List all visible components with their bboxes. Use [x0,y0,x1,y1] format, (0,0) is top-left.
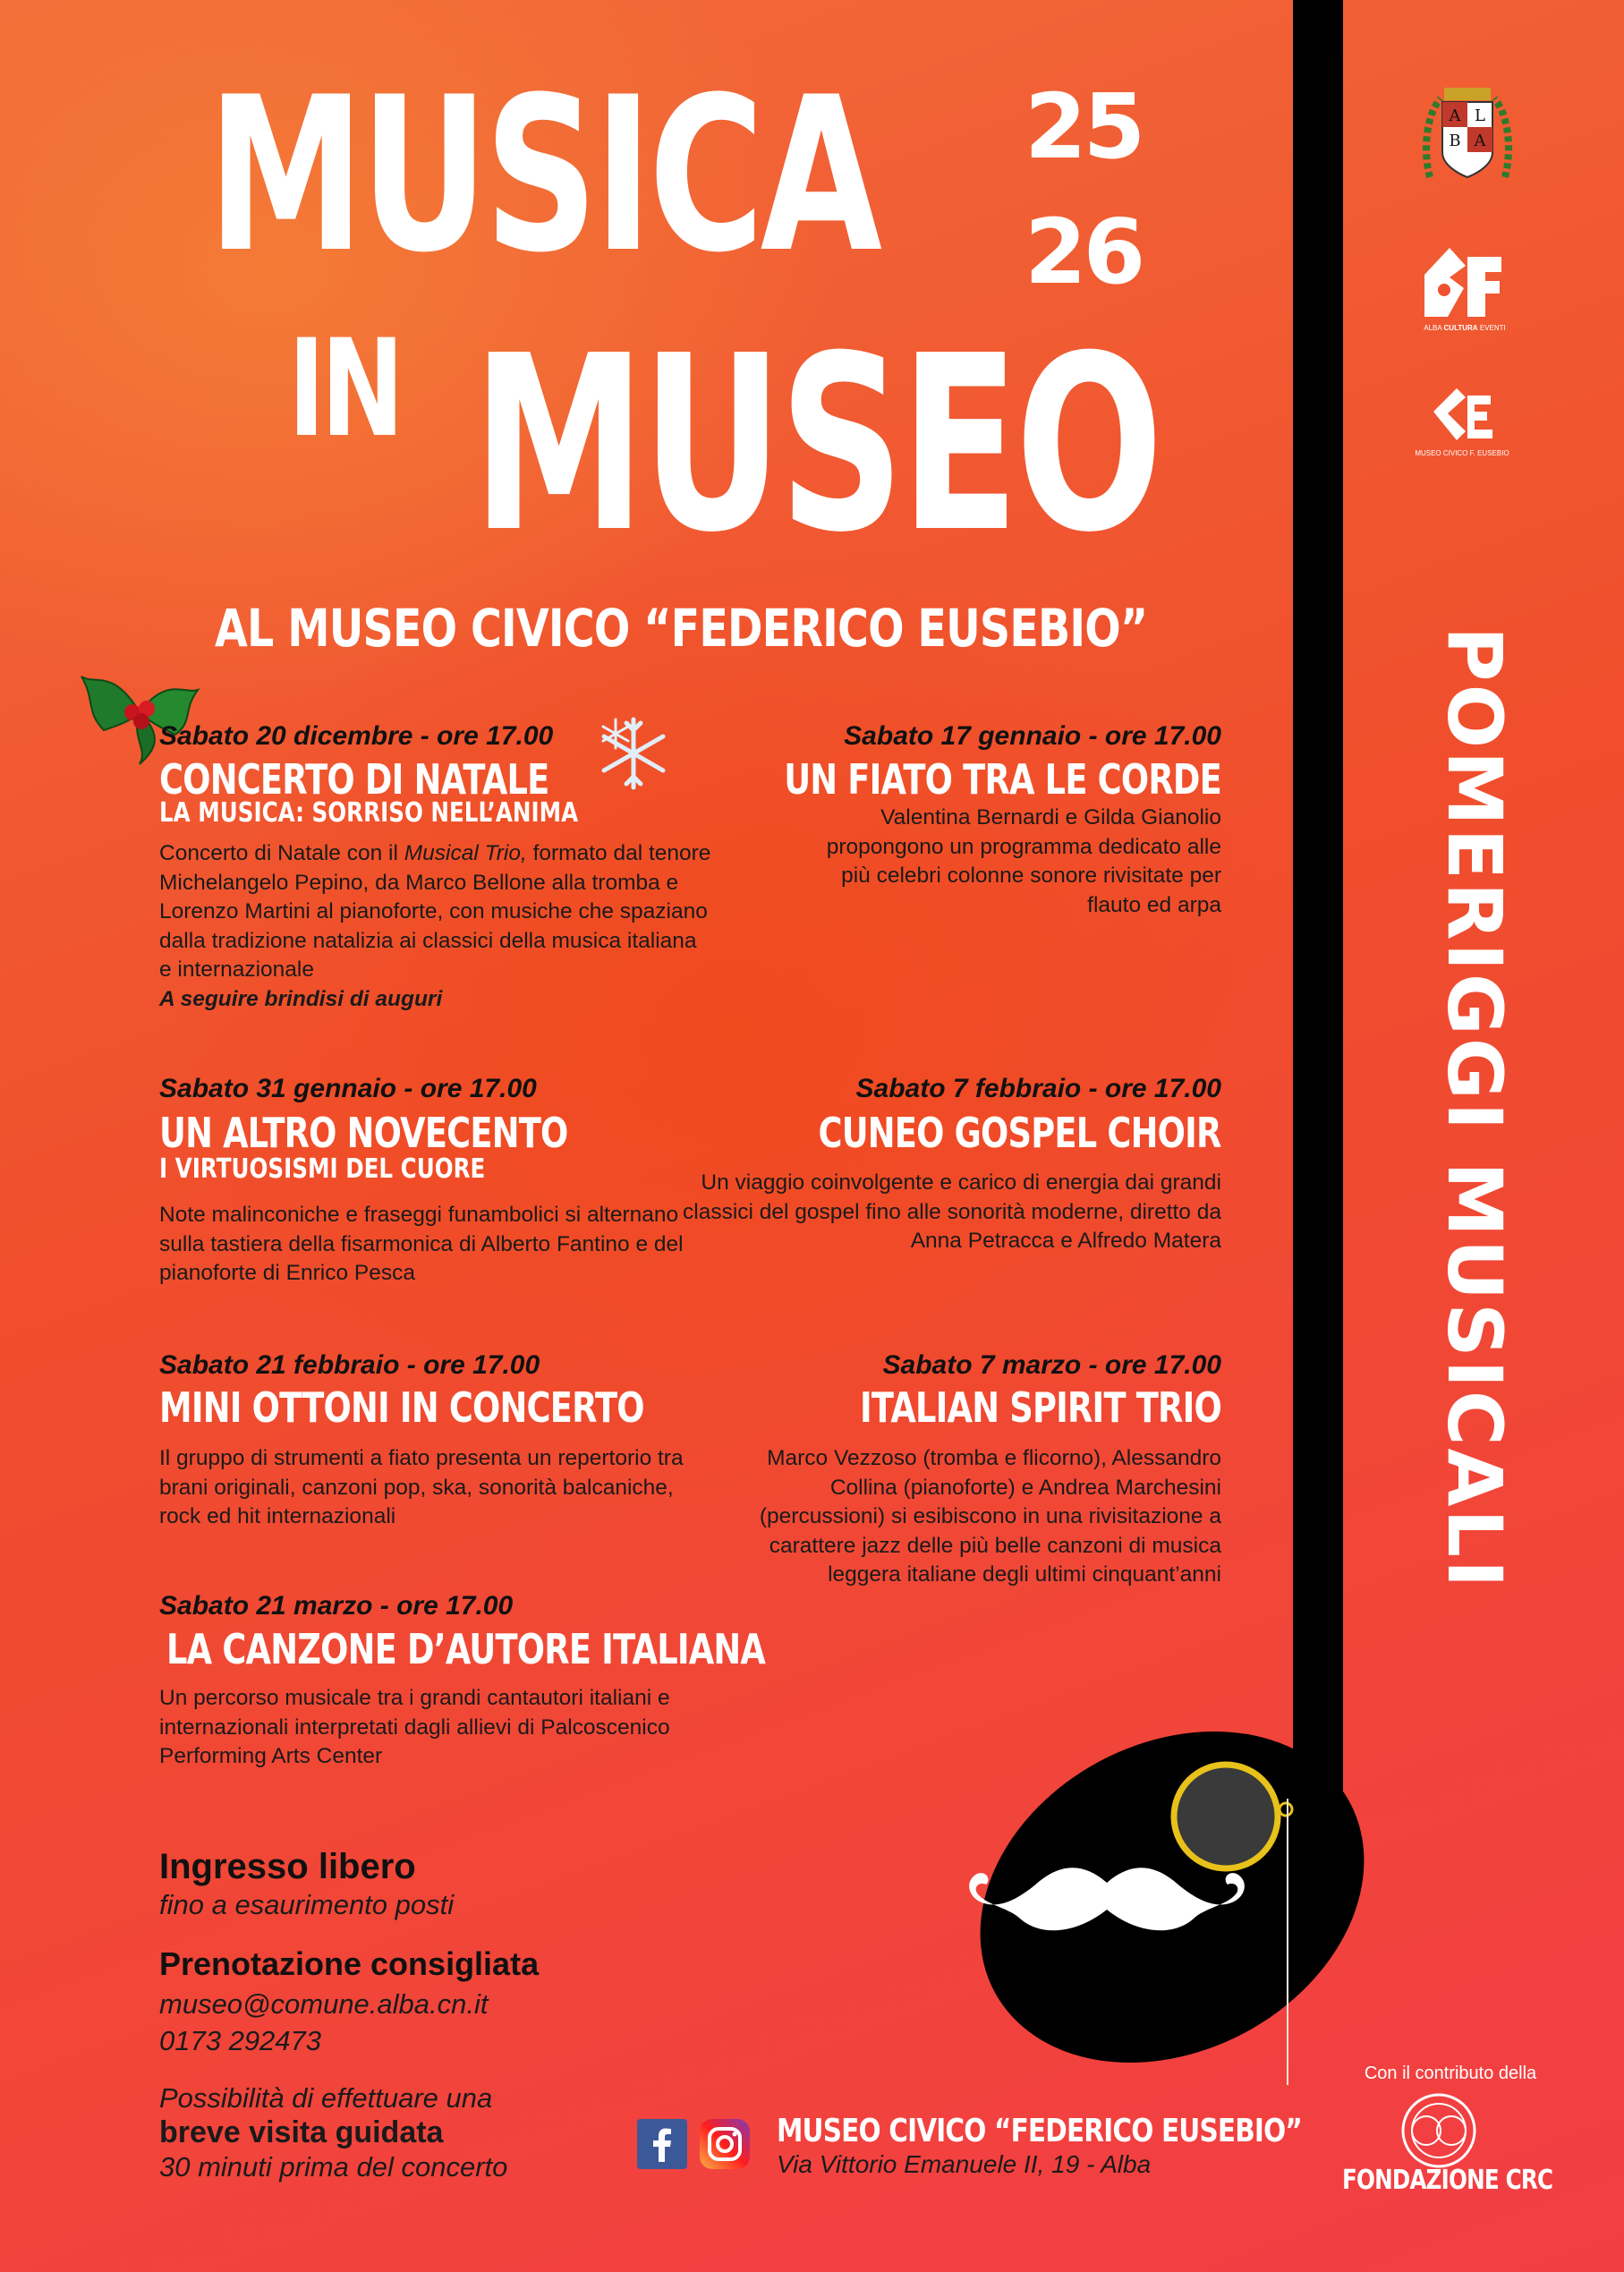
event-7-description: Un percorso musicale tra i grandi cantautori italiani e internazionali interpretati dagli allievi di Palcoscenico Performing Arts Center [159,1686,670,1768]
crest-letter: B [1449,132,1461,150]
visit-text: Possibilità di effettuare una breve visita guidata 30 minuti prima del concerto [159,2082,508,2183]
event-3-subtitle: I VIRTUOSISMI DEL CUORE [159,1153,486,1185]
subtitle-venue: AL MUSEO CIVICO “FEDERICO EUSEBIO” [215,598,1148,659]
fondazione-crc-logo [1389,2090,1489,2171]
monocle-chain [1287,1799,1288,2085]
event-5-description: Il gruppo di strumenti a fiato presenta un repertorio tra brani originali, canzoni pop, ska, sonorità balcaniche, rock ed hit internazionali [159,1446,684,1528]
year-26: 26 [1025,200,1143,304]
event-3-date: Sabato 31 gennaio - ore 17.00 [159,1074,537,1103]
event-2-description: Valentina Bernardi e Gilda Gianolio propongono un programma dedicato alle più celebri colonne sonore rivisitate per flauto ed arpa [826,805,1221,917]
facebook-icon[interactable] [637,2119,687,2169]
crest-letter: A [1474,132,1486,150]
alba-cultura-eventi-logo [1414,234,1512,324]
event-4-description: Un viaggio coinvolgente e carico di energia dai grandi classici del gospel fino alle sonorità moderne, diretto da Anna Petracca e Alfredo Matera [683,1170,1221,1253]
footer-museum-name: MUSEO CIVICO “FEDERICO EUSEBIO” [777,2113,1302,2149]
event-1-title: CONCERTO DI NATALE [159,755,549,804]
event-1-subtitle: LA MUSICA: SORRISO NELL’ANIMA [159,797,579,829]
booking-email[interactable]: museo@comune.alba.cn.it [159,1988,489,2020]
event-7-date: Sabato 21 marzo - ore 17.00 [159,1591,514,1621]
contrib-label: Con il contributo della [1364,2064,1537,2083]
title-in: IN [288,311,401,467]
booking-phone[interactable]: 0173 292473 [159,2025,322,2056]
crest-letter: L [1475,106,1485,125]
event-5-date: Sabato 21 febbraio - ore 17.00 [159,1350,540,1380]
entry-label: Ingresso libero [159,1847,416,1886]
crest-letters [1442,104,1492,154]
year-25: 25 [1025,74,1143,179]
event-5-title: MINI OTTONI IN CONCERTO [159,1383,644,1432]
event-1-description: Concerto di Natale con il Musical Trio, formato dal tenore Michelangelo Pepino, da Marco Bellone alla tromba e Lorenzo Martini al pianoforte, con musiche che spaziano dalla tradizione natalizia ai classici della musica italiana e internazionale A seguire brindisi di auguri [159,841,711,1011]
event-2-title: UN FIATO TRA LE CORDE [784,755,1221,804]
snowflake-tiny-icon [598,716,633,752]
note-stem [1293,0,1343,1799]
crest-letter: A [1449,106,1461,125]
event-4-date: Sabato 7 febbraio - ore 17.00 [855,1074,1221,1103]
event-6-description: Marco Vezzoso (tromba e flicorno), Alessandro Collina (pianoforte) e Andrea Marchesini (percussioni) si esibiscono in una rivisitazione a carattere jazz delle più belle canzoni di musica leggera italiane degli ultimi cinquant’anni [759,1446,1221,1587]
side-banner: POMERIGGI MUSICALI [1431,626,1518,1591]
event-3-title: UN ALTRO NOVECENTO [159,1109,568,1157]
event-6-date: Sabato 7 marzo - ore 17.00 [882,1350,1221,1380]
museo-caption: MUSEO CIVICO F. EUSEBIO [1415,449,1509,457]
entry-note: fino a esaurimento posti [159,1889,455,1920]
museo-civico-logo [1421,376,1501,447]
event-2-date: Sabato 17 gennaio - ore 17.00 [844,721,1221,751]
event-7-title: LA CANZONE D’AUTORE ITALIANA [166,1625,766,1673]
ace-caption: ALBA CULTURA EVENTI [1424,324,1506,332]
sponsor-name: FONDAZIONE CRC [1342,2165,1553,2196]
mustache-icon [959,1854,1254,1979]
event-1-note: A seguire brindisi di auguri [159,986,443,1011]
booking-label: Prenotazione consigliata [159,1945,540,1982]
title-musica: MUSICA [208,52,879,300]
instagram-icon[interactable] [700,2119,750,2169]
event-4-title: CUNEO GOSPEL CHOIR [818,1109,1221,1157]
footer-address: Via Vittorio Emanuele II, 19 - Alba [777,2150,1152,2178]
event-3-description: Note malinconiche e fraseggi funambolici si alternano sulla tastiera della fisarmonica di Alberto Fantino e del pianoforte di Enrico Pesca [159,1203,684,1285]
event-6-title: ITALIAN SPIRIT TRIO [860,1383,1221,1432]
title-museo: MUSEO [472,303,1160,585]
event-1-date: Sabato 20 dicembre - ore 17.00 [159,721,554,751]
